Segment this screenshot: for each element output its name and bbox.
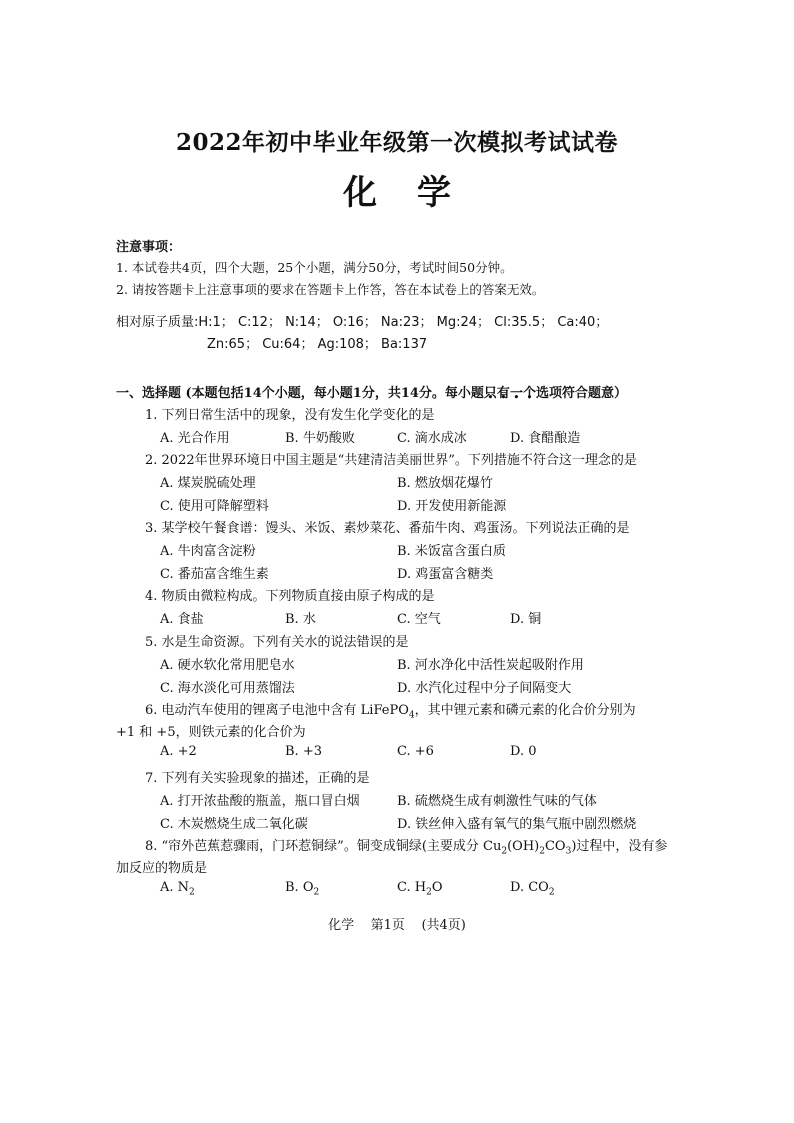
q8-sub-2: 2 xyxy=(539,846,545,857)
q8-option-b-sub: 2 xyxy=(313,887,320,898)
atomic-masses-line-1: 相对原子质量:H:1； C:12； N:14； O:16； Na:23； Mg:24； Cl:35.5； Ca:40； xyxy=(116,315,609,330)
q8-stem-mid2: CO xyxy=(544,839,566,854)
q8-option-b-text: B. O xyxy=(285,880,314,895)
q5-option-d: D. 水汽化过程中分子间隔变大 xyxy=(397,681,572,696)
q4-option-a: A. 食盐 xyxy=(160,612,204,627)
q2-option-d: D. 开发使用新能源 xyxy=(397,499,507,514)
q8-option-c-tail: O xyxy=(431,880,443,895)
question-2-stem: 2. 2022年世界环境日中国主题是“共建清洁美丽世界”。下列措施不符合这一理念的是 xyxy=(145,453,637,468)
q8-option-a-text: A. N xyxy=(160,880,190,895)
q6-stem-a: 6. 电动汽车使用的锂离子电池中含有 LiFePO xyxy=(145,703,409,718)
q8-stem-mid: (OH) xyxy=(507,839,540,854)
q2-option-c: C. 使用可降解塑料 xyxy=(160,499,269,514)
question-8-stem xyxy=(145,835,667,857)
q3-option-c: C. 番茄富含维生素 xyxy=(160,567,269,582)
q8-option-c-text: C. H xyxy=(397,880,427,895)
q5-option-b: B. 河水净化中活性炭起吸附作用 xyxy=(397,658,584,673)
q5-option-a: A. 硬水软化常用肥皂水 xyxy=(160,658,295,673)
question-4-stem: 4. 物质由微粒构成。下列物质直接由原子构成的是 xyxy=(145,589,435,604)
question-6-stem-line-2: +1 和 +5，则铁元素的化合价为 xyxy=(116,725,306,740)
q1-option-b: B. 牛奶酸败 xyxy=(285,431,355,446)
question-7-stem: 7. 下列有关实验现象的描述，正确的是 xyxy=(145,771,370,786)
q8-option-a xyxy=(160,880,195,898)
q8-stem-b: )过程中，没有参 xyxy=(571,839,668,854)
q8-option-c xyxy=(397,880,443,898)
notice-item-2: 2. 请按答题卡上注意事项的要求在答题卡上作答，答在本试卷上的答案无效。 xyxy=(116,282,545,297)
section-heading xyxy=(116,382,627,401)
q8-option-c-sub: 2 xyxy=(426,887,432,898)
q8-option-a-sub: 2 xyxy=(189,887,195,898)
question-6-stem xyxy=(145,699,636,721)
q6-stem-b: ，其中锂元素和磷元素的化合价分别为 xyxy=(414,703,636,718)
notice-heading: 注意事项： xyxy=(116,240,182,255)
q8-sub-3: 3 xyxy=(565,846,572,857)
emphasis-char-3: 一 xyxy=(509,386,523,401)
q6-stem-subscript: 4 xyxy=(408,710,415,721)
question-3-stem: 3. 某学校午餐食谱：馒头、米饭、素炒菜花、番茄牛肉、鸡蛋汤。下列说法正确的是 xyxy=(145,521,630,536)
section-heading-text-a: 一、选择题 (本题包括14个小题，每小题1分，共14分。每小题 xyxy=(116,386,484,401)
emphasis-char-2: 有 xyxy=(496,386,510,401)
q3-option-b: B. 米饭富含蛋白质 xyxy=(397,544,506,559)
q4-option-c: C. 空气 xyxy=(397,612,441,627)
q7-option-a: A. 打开浓盐酸的瓶盖，瓶口冒白烟 xyxy=(160,794,360,809)
q2-option-b: B. 燃放烟花爆竹 xyxy=(397,476,493,491)
q7-option-b: B. 硫燃烧生成有刺激性气味的气体 xyxy=(397,794,597,809)
q8-stem-a: 8. “帘外芭蕉惹骤雨，门环惹铜绿”。铜变成铜绿(主要成分 Cu xyxy=(145,839,502,854)
q7-option-c: C. 木炭燃烧生成二氧化碳 xyxy=(160,817,308,832)
q1-option-c: C. 滴水成冰 xyxy=(397,431,467,446)
q8-option-b xyxy=(285,880,319,898)
q7-option-d: D. 铁丝伸入盛有氧气的集气瓶中剧烈燃烧 xyxy=(397,817,637,832)
question-1-stem: 1. 下列日常生活中的现象，没有发生化学变化的是 xyxy=(145,408,435,423)
question-8-stem-line-2: 加反应的物质是 xyxy=(116,861,208,876)
q3-option-a: A. 牛肉富含淀粉 xyxy=(160,544,256,559)
q8-sub-1: 2 xyxy=(501,846,508,857)
q6-option-b: B. +3 xyxy=(285,744,322,759)
notice-item-1: 1. 本试卷共4页，四个大题，25个小题，满分50分，考试时间50分钟。 xyxy=(116,260,513,275)
emphasis-char-1: 只 xyxy=(483,386,497,401)
question-5-stem: 5. 水是生命资源。下列有关水的说法错误的是 xyxy=(145,635,409,650)
section-heading-text-b: 选项符合题意） xyxy=(535,386,627,401)
q8-option-d xyxy=(510,880,555,898)
atomic-masses-line-2: Zn:65； Cu:64； Ag:108； Ba:137 xyxy=(207,337,428,352)
q5-option-c: C. 海水淡化可用蒸馏法 xyxy=(160,681,295,696)
q3-option-d: D. 鸡蛋富含糖类 xyxy=(397,567,494,582)
page-footer: 化学 第1页 (共4页) xyxy=(328,918,466,933)
q6-option-c: C. +6 xyxy=(397,744,434,759)
q8-option-d-text: D. CO xyxy=(510,880,549,895)
emphasis-char-4: 个 xyxy=(522,386,536,401)
q6-option-a: A. +2 xyxy=(160,744,197,759)
q4-option-b: B. 水 xyxy=(285,612,316,627)
q8-option-d-sub: 2 xyxy=(548,887,555,898)
q1-option-d: D. 食醋酿造 xyxy=(510,431,581,446)
subject-title: 化学 xyxy=(343,173,491,213)
q6-option-d: D. 0 xyxy=(510,744,537,759)
exam-title: 2022年初中毕业年级第一次模拟考试试卷 xyxy=(175,129,618,156)
q1-option-a: A. 光合作用 xyxy=(160,431,230,446)
q4-option-d: D. 铜 xyxy=(510,612,542,627)
q2-option-a: A. 煤炭脱硫处理 xyxy=(160,476,256,491)
